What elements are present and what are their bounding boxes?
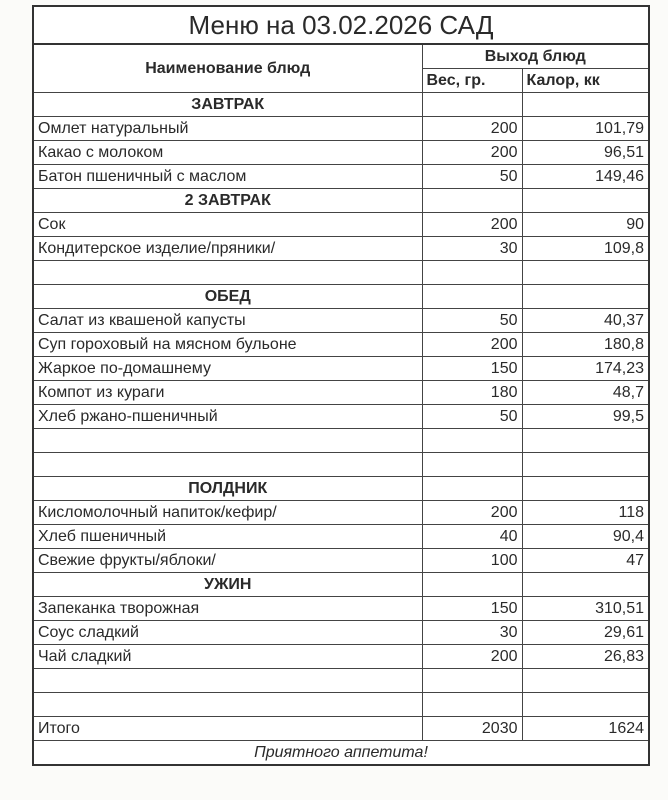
dish-name: Сок xyxy=(34,213,422,237)
dish-calories: 109,8 xyxy=(522,237,648,261)
dish-weight: 200 xyxy=(422,141,522,165)
empty-row xyxy=(34,669,648,693)
dish-name: Чай сладкий xyxy=(34,645,422,669)
dish-weight: 200 xyxy=(422,501,522,525)
dish-weight: 100 xyxy=(422,549,522,573)
table-row xyxy=(34,645,648,669)
dish-calories: 310,51 xyxy=(522,597,648,621)
table-row xyxy=(34,213,648,237)
dish-weight: 30 xyxy=(422,621,522,645)
dish-name: Батон пшеничный с маслом xyxy=(34,165,422,189)
calories-column-header: Калор, кк xyxy=(522,69,648,93)
empty-row xyxy=(34,693,648,717)
dish-weight: 50 xyxy=(422,405,522,429)
section-label: 2 ЗАВТРАК xyxy=(34,189,422,213)
dish-calories: 90 xyxy=(522,213,648,237)
dish-weight: 50 xyxy=(422,165,522,189)
table-row xyxy=(34,381,648,405)
dish-weight: 30 xyxy=(422,237,522,261)
empty-row xyxy=(34,261,648,285)
total-weight: 2030 xyxy=(422,717,522,741)
table-row xyxy=(34,549,648,573)
dish-name: Запеканка творожная xyxy=(34,597,422,621)
dish-weight: 200 xyxy=(422,333,522,357)
dish-name: Компот из кураги xyxy=(34,381,422,405)
dish-calories: 180,8 xyxy=(522,333,648,357)
dish-calories: 90,4 xyxy=(522,525,648,549)
dish-name: Кондитерское изделие/пряники/ xyxy=(34,237,422,261)
table-row xyxy=(34,309,648,333)
dish-name: Омлет натуральный xyxy=(34,117,422,141)
table-row xyxy=(34,501,648,525)
menu-sheet xyxy=(32,5,650,766)
table-row xyxy=(34,141,648,165)
dish-calories: 47 xyxy=(522,549,648,573)
dish-name: Хлеб пшеничный xyxy=(34,525,422,549)
section-row-lunch xyxy=(34,285,648,309)
section-row-breakfast2 xyxy=(34,189,648,213)
table-row xyxy=(34,333,648,357)
dish-calories: 174,23 xyxy=(522,357,648,381)
dish-weight: 200 xyxy=(422,117,522,141)
table-row xyxy=(34,405,648,429)
section-label: ОБЕД xyxy=(34,285,422,309)
dish-calories: 118 xyxy=(522,501,648,525)
name-column-header: Наименование блюд xyxy=(34,45,422,93)
dish-weight: 150 xyxy=(422,357,522,381)
table-row xyxy=(34,597,648,621)
dish-name: Жаркое по-домашнему xyxy=(34,357,422,381)
dish-name: Хлеб ржано-пшеничный xyxy=(34,405,422,429)
dish-calories: 26,83 xyxy=(522,645,648,669)
menu-table xyxy=(34,45,648,764)
dish-name: Кисломолочный напиток/кефир/ xyxy=(34,501,422,525)
dish-name: Суп гороховый на мясном бульоне xyxy=(34,333,422,357)
total-row xyxy=(34,717,648,741)
header-row xyxy=(34,45,648,69)
dish-weight: 150 xyxy=(422,597,522,621)
footer-message: Приятного аппетита! xyxy=(34,741,648,765)
dish-weight: 40 xyxy=(422,525,522,549)
total-label: Итого xyxy=(34,717,422,741)
dish-name: Какао с молоком xyxy=(34,141,422,165)
dish-name: Свежие фрукты/яблоки/ xyxy=(34,549,422,573)
empty-row xyxy=(34,429,648,453)
dish-calories: 99,5 xyxy=(522,405,648,429)
section-row-dinner xyxy=(34,573,648,597)
dish-calories: 149,46 xyxy=(522,165,648,189)
dish-name: Салат из квашеной капусты xyxy=(34,309,422,333)
empty-row xyxy=(34,453,648,477)
dish-calories: 29,61 xyxy=(522,621,648,645)
section-label: ПОЛДНИК xyxy=(34,477,422,501)
table-row xyxy=(34,621,648,645)
table-row xyxy=(34,117,648,141)
dish-calories: 96,51 xyxy=(522,141,648,165)
dish-weight: 180 xyxy=(422,381,522,405)
section-row-breakfast xyxy=(34,93,648,117)
table-row xyxy=(34,165,648,189)
table-row xyxy=(34,237,648,261)
dish-weight: 200 xyxy=(422,645,522,669)
dish-calories: 48,7 xyxy=(522,381,648,405)
footer-row xyxy=(34,741,648,765)
section-label: УЖИН xyxy=(34,573,422,597)
table-row xyxy=(34,357,648,381)
section-row-snack xyxy=(34,477,648,501)
table-row xyxy=(34,525,648,549)
dish-name: Соус сладкий xyxy=(34,621,422,645)
dish-calories: 40,37 xyxy=(522,309,648,333)
weight-column-header: Вес, гр. xyxy=(422,69,522,93)
dish-weight: 50 xyxy=(422,309,522,333)
total-calories: 1624 xyxy=(522,717,648,741)
section-label: ЗАВТРАК xyxy=(34,93,422,117)
dish-calories: 101,79 xyxy=(522,117,648,141)
output-group-header: Выход блюд xyxy=(422,45,648,69)
page-title: Меню на 03.02.2026 САД xyxy=(34,7,648,45)
dish-weight: 200 xyxy=(422,213,522,237)
